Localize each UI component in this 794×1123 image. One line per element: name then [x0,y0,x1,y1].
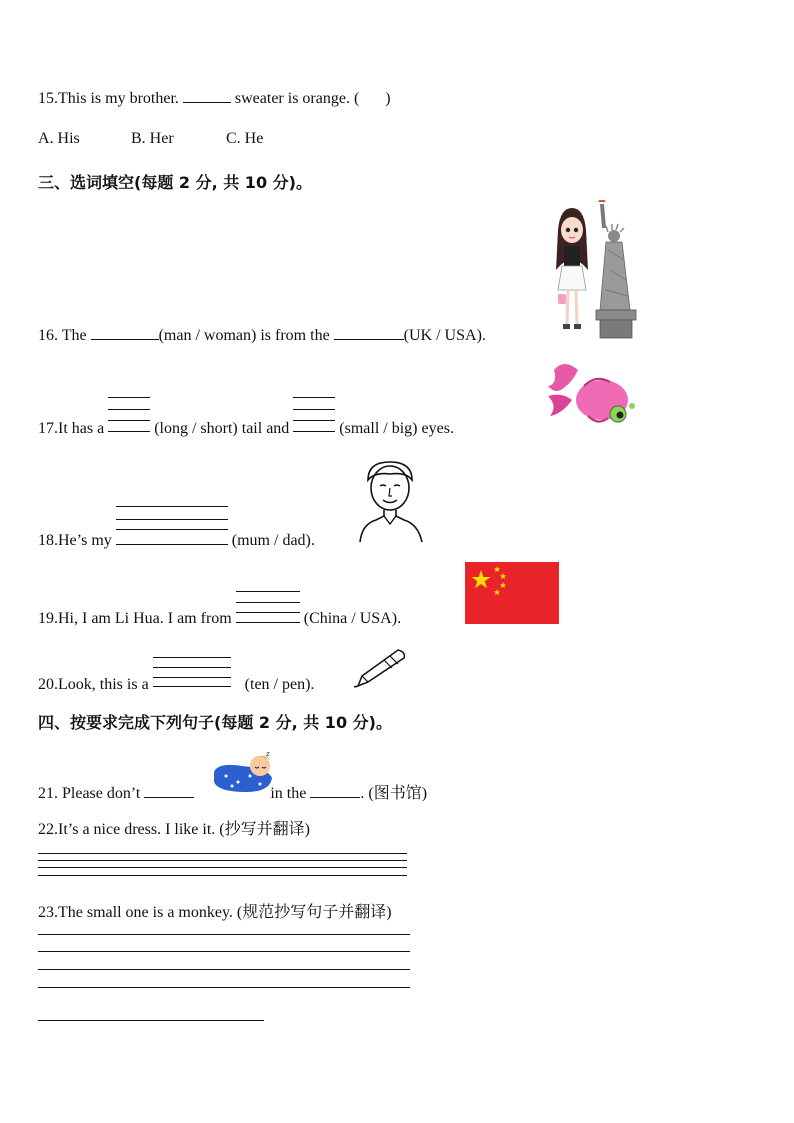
answer-blank-1[interactable] [91,325,159,340]
option-a: A. His [38,130,80,147]
zzz-icon: z [266,750,270,758]
answer-lines-2[interactable] [293,419,335,433]
writing-line[interactable] [38,860,407,861]
question-17: 17.It has a (long / short) tail and (small / big) eyes. [38,419,454,438]
question-15: 15.This is my brother. sweater is orange. ( ) [38,90,391,107]
question-21: 21. Please don’t in the . (图书馆) [38,785,428,802]
answer-blank-2[interactable] [310,783,360,798]
question-23: 23.The small one is a monkey. (规范抄写句子并翻译) [38,904,392,921]
pen-image [350,646,408,688]
answer-blank-2[interactable] [334,325,404,340]
section-3-title: 三、选词填空(每题 2 分, 共 10 分)。 [38,173,312,192]
writing-line[interactable] [38,867,407,868]
writing-line[interactable] [38,951,410,952]
question-19: 19.Hi, I am Li Hua. I am from (China / USA). [38,609,401,628]
goldfish-image [544,356,640,434]
man-drawing-image [356,458,426,544]
writing-line[interactable] [38,987,410,988]
answer-blank-1[interactable] [144,783,194,798]
writing-line[interactable] [38,853,407,854]
option-c: C. He [226,130,264,147]
answer-lines[interactable] [153,675,231,689]
writing-line[interactable] [38,969,410,970]
question-22: 22.It’s a nice dress. I like it. (抄写并翻译) [38,821,310,838]
answer-lines-1[interactable] [108,419,150,433]
girl-and-statue-image [550,200,646,342]
writing-line[interactable] [38,875,407,876]
answer-lines[interactable] [236,609,300,623]
option-b: B. Her [131,130,174,147]
answer-lines[interactable] [116,531,228,545]
section-4-title: 四、按要求完成下列句子(每题 2 分, 共 10 分)。 [38,713,392,732]
writing-line[interactable] [38,934,410,935]
writing-line[interactable] [38,1020,264,1021]
answer-blank[interactable] [183,88,231,103]
china-flag-image [465,562,559,624]
question-16: 16. The (man / woman) is from the (UK / USA). [38,327,486,344]
question-20: 20.Look, this is a (ten / pen). [38,675,314,694]
question-18: 18.He’s my (mum / dad). [38,531,315,550]
